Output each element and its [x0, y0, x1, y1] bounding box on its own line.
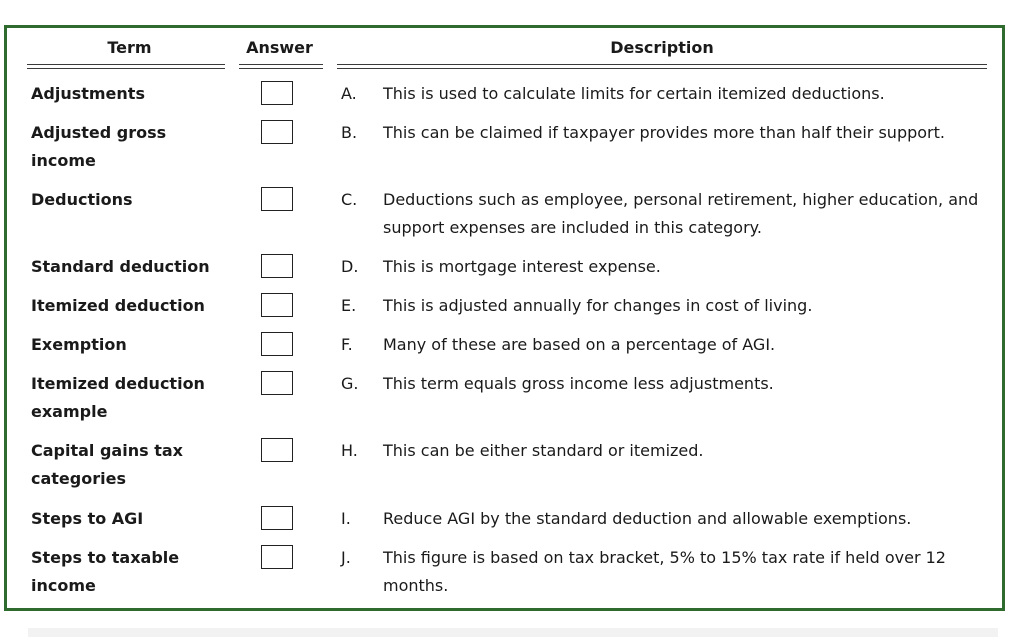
term-label: Deductions	[31, 190, 133, 209]
description-letter: C.	[341, 190, 358, 209]
answer-input[interactable]	[261, 332, 293, 356]
description-text: Reduce AGI by the standard deduction and allowable exemptions.	[383, 509, 912, 528]
term-label: Itemized deduction example	[31, 374, 205, 421]
answer-input[interactable]	[261, 254, 293, 278]
term-header-rule	[27, 64, 225, 69]
description-header-rule	[337, 64, 987, 69]
description-letter: D.	[341, 257, 359, 276]
term-label: Steps to taxable income	[31, 548, 180, 595]
term-label: Itemized deduction	[31, 296, 205, 315]
matching-table	[4, 25, 1005, 611]
term-label: Steps to AGI	[31, 509, 144, 528]
description-letter: H.	[341, 441, 358, 460]
description-text: This is used to calculate limits for certain itemized deductions.	[383, 84, 885, 103]
description-text: This is mortgage interest expense.	[383, 257, 661, 276]
description-text: This term equals gross income less adjustments.	[383, 374, 774, 393]
answer-input[interactable]	[261, 371, 293, 395]
description-letter: B.	[341, 123, 358, 142]
description-letter: A.	[341, 84, 357, 103]
answer-input[interactable]	[261, 293, 293, 317]
description-text: This figure is based on tax bracket, 5% to 15% tax rate if held over 12 months.	[383, 548, 946, 595]
answer-header: Answer	[246, 38, 313, 57]
description-text: This can be either standard or itemized.	[383, 441, 704, 460]
description-text: This is adjusted annually for changes in cost of living.	[383, 296, 813, 315]
description-letter: G.	[341, 374, 359, 393]
answer-input[interactable]	[261, 81, 293, 105]
description-letter: J.	[341, 548, 351, 567]
description-letter: I.	[341, 509, 351, 528]
description-text: This can be claimed if taxpayer provides more than half their support.	[383, 123, 945, 142]
bottom-divider	[28, 628, 998, 637]
term-label: Standard deduction	[31, 257, 210, 276]
description-text: Deductions such as employee, personal retirement, higher education, and support expenses are included in this category.	[383, 190, 979, 237]
term-label: Exemption	[31, 335, 127, 354]
term-label: Adjustments	[31, 84, 145, 103]
answer-input[interactable]	[261, 438, 293, 462]
description-letter: E.	[341, 296, 357, 315]
term-header: Term	[107, 38, 152, 57]
description-letter: F.	[341, 335, 353, 354]
description-header: Description	[610, 38, 714, 57]
term-label: Capital gains tax categories	[31, 441, 183, 488]
answer-input[interactable]	[261, 187, 293, 211]
answer-header-rule	[239, 64, 323, 69]
answer-input[interactable]	[261, 506, 293, 530]
term-label: Adjusted gross income	[31, 123, 167, 170]
answer-input[interactable]	[261, 545, 293, 569]
description-text: Many of these are based on a percentage of AGI.	[383, 335, 776, 354]
answer-input[interactable]	[261, 120, 293, 144]
